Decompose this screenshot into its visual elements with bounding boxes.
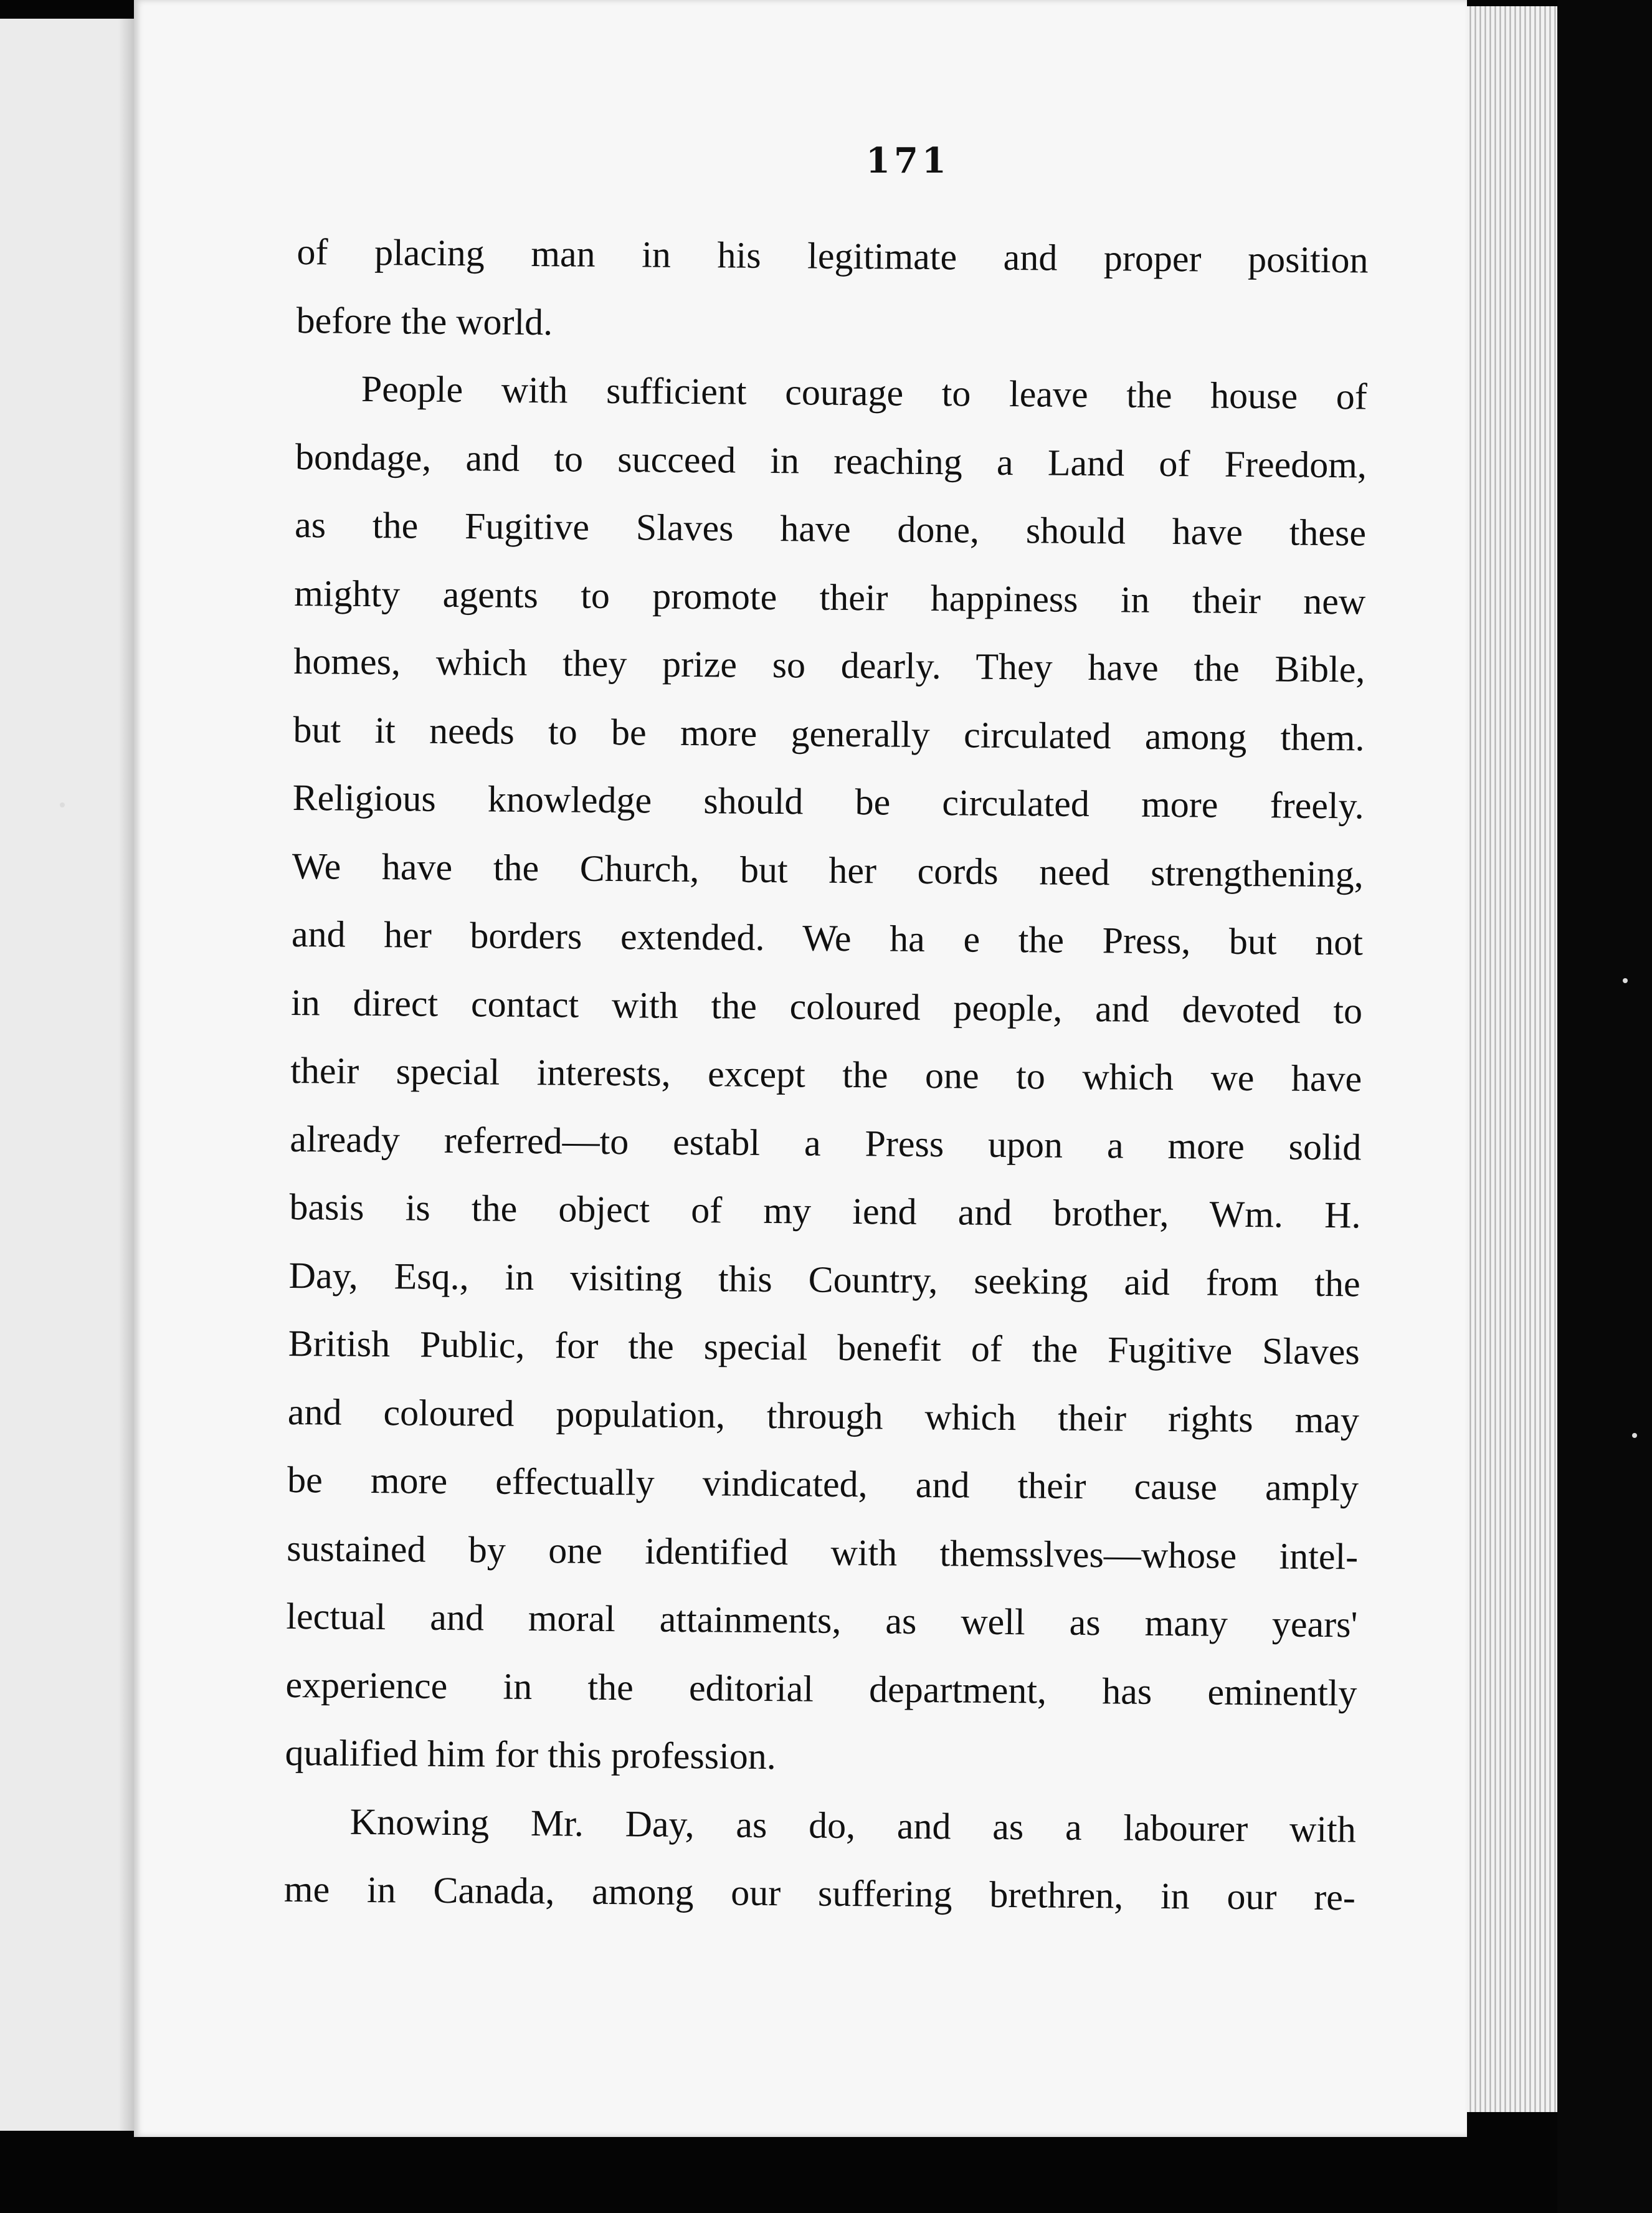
text-line: basis is the object of my iend and brother, Wm. H. [289, 1186, 1361, 1236]
body-text [283, 218, 1368, 1932]
text-line: before the world. [296, 299, 553, 343]
scan-speck [1632, 1433, 1637, 1438]
page-number: 171 [866, 140, 950, 181]
text-line: and coloured population, through which their rights may [287, 1391, 1360, 1440]
text-line: experience in the editorial department, has eminently [285, 1663, 1357, 1713]
text-line: sustained by one identified with themsslves—whose intel- [286, 1527, 1359, 1577]
text-line: homes, which they prize so dearly. They have the Bible, [293, 640, 1365, 690]
text-line: of placing man in his legitimate and proper position [297, 231, 1369, 281]
page-stack-edges [1451, 6, 1557, 2112]
text-line: but it needs to be more generally circulated among them. [293, 708, 1365, 758]
text-line: in direct contact with the coloured people, and devoted to [290, 981, 1363, 1031]
scan-speck [1623, 978, 1628, 983]
text-line: their special interests, except the one to which we have [290, 1049, 1362, 1100]
text-line: be more effectually vindicated, and their cause amply [287, 1459, 1359, 1509]
text-line: me in Canada, among our suffering brethren, in our re- [283, 1868, 1356, 1918]
text-line: and her borders extended. We ha e the Press, but not [291, 913, 1364, 963]
scan-speck [60, 802, 65, 807]
text-line: lectual and moral attainments, as well as many years' [286, 1595, 1358, 1645]
text-line: as the Fugitive Slaves have done, should have these [294, 503, 1367, 554]
text-line: Knowing Mr. Day, as do, and as a labourer with [349, 1801, 1357, 1850]
text-line: Day, Esq., in visiting this Country, seeking aid from the [288, 1254, 1360, 1304]
text-line: mighty agents to promote their happiness in their new [294, 572, 1366, 622]
text-line: qualified him for this profession. [285, 1731, 777, 1778]
text-line: British Public, for the special benefit of the Fugitive Slaves [288, 1322, 1360, 1373]
text-line: bondage, and to succeed in reaching a Land of Freedom, [295, 435, 1367, 485]
text-line: already referred—to establ a Press upon a more solid [290, 1118, 1362, 1168]
text-line: People with sufficient courage to leave the house of [361, 368, 1368, 417]
book-page [134, 0, 1467, 2137]
text-line: Religious knowledge should be circulated more freely. [292, 776, 1364, 827]
scan-background [1557, 0, 1652, 2213]
text-line: We have the Church, but her cords need strengthening, [292, 845, 1364, 895]
